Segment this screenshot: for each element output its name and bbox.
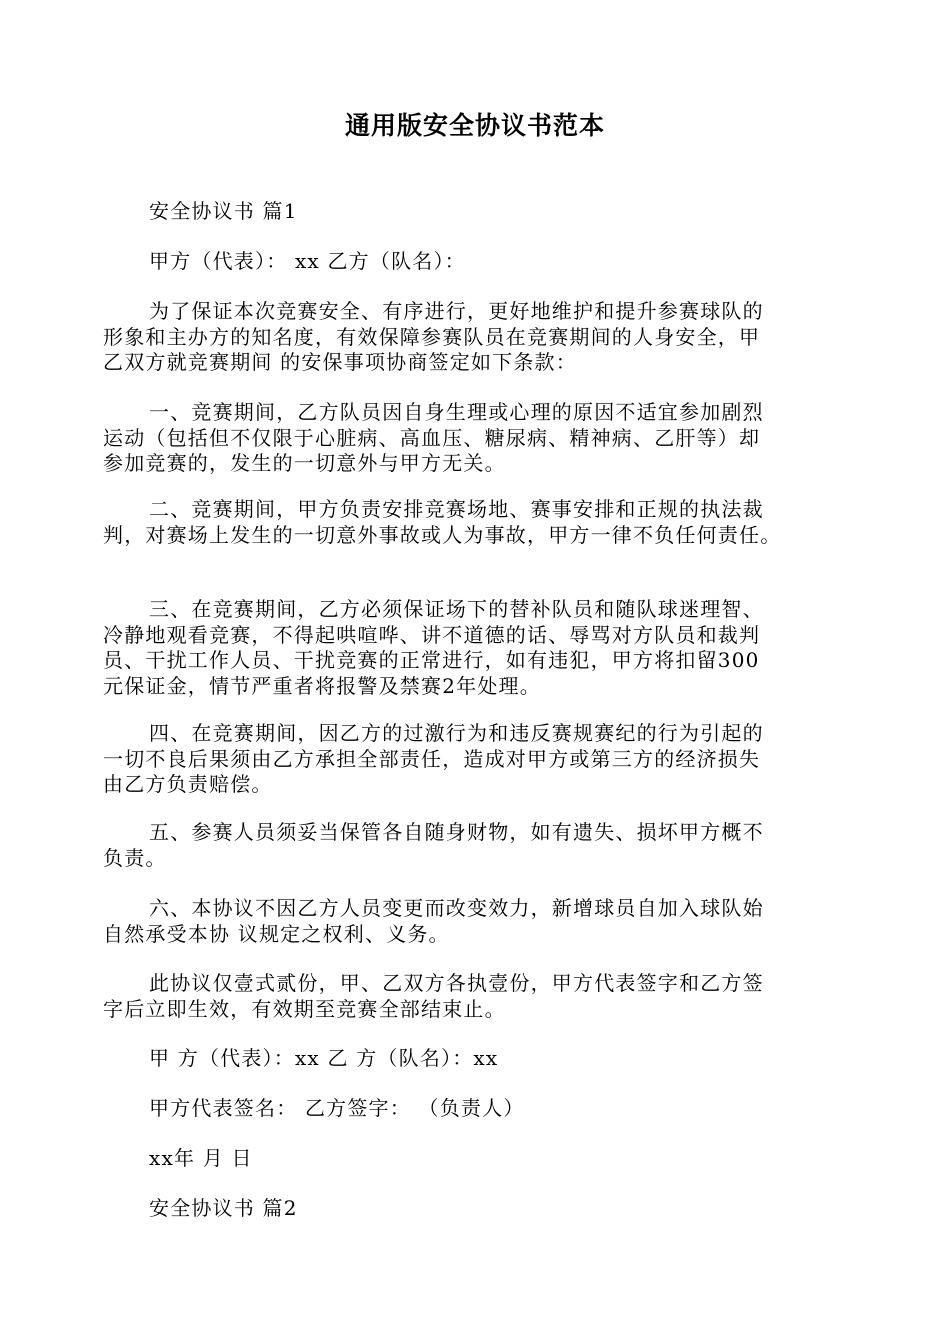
clause-6	[103, 896, 855, 947]
text-line: 安全协议书 篇1	[149, 199, 298, 223]
text-line: 甲方（代表）： xx 乙方（队名）：	[149, 249, 466, 273]
document-title: 通用版安全协议书范本	[344, 111, 605, 140]
clause-2	[103, 497, 855, 548]
text-line: 负责。	[103, 845, 167, 870]
text-line: 六、本协议不因乙方人员变更而改变效力，新增球员自加入球队始	[149, 896, 764, 920]
text-line: 甲方代表签名： 乙方签字： （负责人）	[149, 1096, 525, 1120]
text-line: xx年 月 日	[149, 1146, 253, 1170]
text-line: 字后立即生效，有效期至竞赛全部结束止。	[103, 996, 506, 1021]
intro-paragraph	[103, 299, 855, 376]
text-line: 五、参赛人员须妥当保管各自随身财物，如有遗失、损坏甲方概不	[149, 820, 764, 844]
text-line: 员、干扰工作人员、干扰竞赛的正常进行，如有违犯，甲方将扣留300	[103, 648, 760, 672]
text-line: 乙双方就竞赛期间 的安保事项协商签定如下条款：	[103, 350, 577, 374]
text-line: 四、在竞赛期间，因乙方的过激行为和违反赛规赛纪的行为引起的	[149, 721, 764, 745]
clause-5	[103, 820, 855, 871]
text-line: 一切不良后果须由乙方承担全部责任，造成对甲方或第三方的经济损失	[103, 746, 761, 771]
signature-line	[103, 1096, 855, 1122]
section-heading-2	[103, 1196, 855, 1222]
text-line: 安全协议书 篇2	[149, 1196, 298, 1220]
section-heading-1	[103, 199, 855, 225]
text-line: 为了保证本次竞赛安全、有序进行，更好地维护和提升参赛球队的	[149, 299, 764, 323]
clause-4	[103, 721, 855, 798]
date-line	[103, 1146, 855, 1172]
text-line: 二、竞赛期间，甲方负责安排竞赛场地、赛事安排和正规的执法裁	[149, 497, 764, 521]
text-line: 由乙方负责赔偿。	[103, 772, 273, 796]
text-line: 此协议仅壹式贰份，甲、乙双方各执壹份，甲方代表签字和乙方签	[149, 971, 764, 995]
effectiveness-paragraph	[103, 971, 855, 1022]
text-line: 运动（包括但不仅限于心脏病、高血压、糖尿病、精神病、乙肝等）却	[103, 425, 761, 450]
text-line: 三、在竞赛期间，乙方必须保证场下的替补队员和随队球迷理智、	[149, 597, 764, 621]
text-line: 一、竞赛期间，乙方队员因自身生理或心理的原因不适宜参加剧烈	[149, 400, 764, 424]
text-line: 判，对赛场上发生的一切意外事故或人为事故，甲方一律不负任何责任。	[103, 522, 782, 547]
text-line: 冷静地观看竞赛，不得起哄喧哗、讲不道德的话、辱骂对方队员和裁判	[103, 622, 761, 647]
clause-3	[103, 597, 855, 699]
clause-1	[103, 400, 855, 477]
text-line: 参加竞赛的，发生的一切意外与甲方无关。	[103, 451, 506, 475]
text-line: 形象和主办方的知名度，有效保障参赛队员在竞赛期间的人身安全，甲	[103, 324, 761, 349]
text-line: 自然承受本协 议规定之权利、义务。	[103, 921, 450, 946]
party-line	[103, 249, 855, 275]
party-signature-line	[103, 1046, 855, 1072]
text-line: 甲 方（代表）：xx 乙 方（队名）：xx	[149, 1046, 499, 1070]
text-line: 元保证金，情节严重者将报警及禁赛2年处理。	[103, 673, 541, 698]
